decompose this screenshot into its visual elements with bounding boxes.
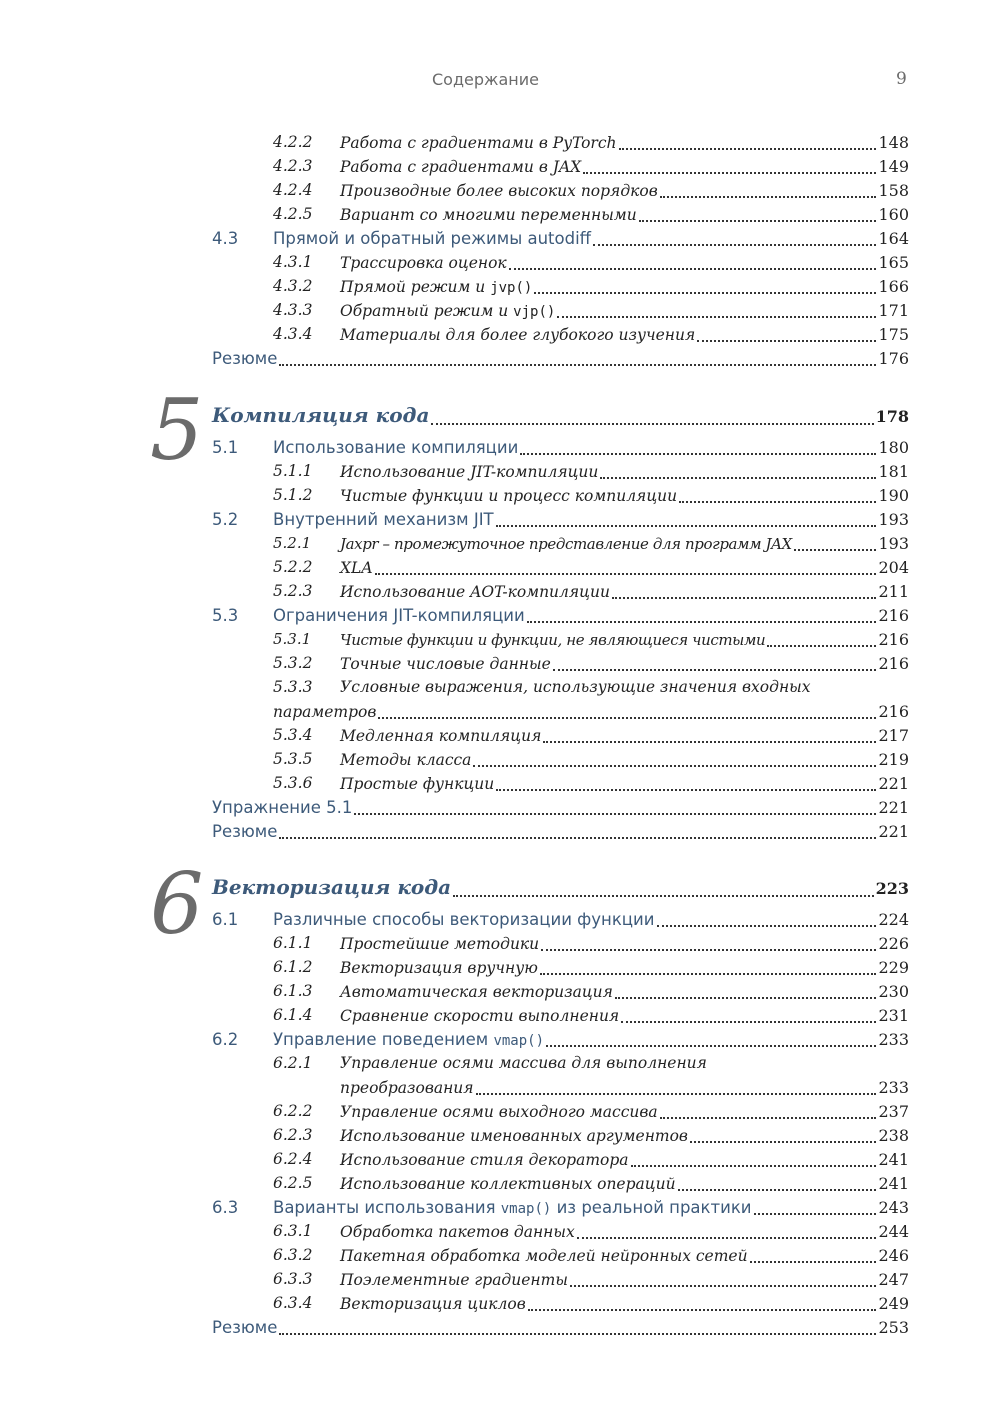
toc-entry-5-1-1[interactable] xyxy=(0,462,1000,486)
dot-leader xyxy=(660,1102,877,1119)
toc-entry-5-3-3-cont[interactable] xyxy=(0,702,1000,726)
toc-entry-6-2-4[interactable] xyxy=(0,1150,1000,1174)
toc-entry-5-3-2[interactable] xyxy=(0,654,1000,678)
toc-entry-number: 5.3.2 xyxy=(273,654,313,672)
toc-entry-page: 221 xyxy=(878,822,909,841)
dot-leader xyxy=(354,798,876,815)
toc-entry-page: 217 xyxy=(878,726,909,745)
toc-entry-title: Различные способы векторизации функции xyxy=(273,910,655,929)
dot-leader xyxy=(509,253,877,270)
toc-entry-number: 5.2.3 xyxy=(273,582,313,600)
toc-entry-title: Управление осями массива для выполнения xyxy=(340,1054,707,1072)
toc-entry-6-1-1[interactable] xyxy=(0,934,1000,958)
toc-entry-4-3-3[interactable] xyxy=(0,301,1000,325)
dot-leader xyxy=(619,133,877,150)
toc-entry-number: 4.2.3 xyxy=(273,157,313,175)
dot-leader xyxy=(577,1222,877,1239)
dot-leader xyxy=(754,1198,877,1215)
toc-entry-4-2-2[interactable] xyxy=(0,133,1000,157)
toc-entry-number: 5.3.3 xyxy=(273,678,313,696)
toc-entry-page: 241 xyxy=(878,1174,909,1193)
toc-entry-page: 224 xyxy=(878,910,909,929)
toc-entry-page: 160 xyxy=(878,205,909,224)
toc-entry-title: XLA xyxy=(340,559,373,577)
dot-leader xyxy=(553,654,877,671)
toc-entry-page: 148 xyxy=(878,133,909,152)
toc-entry-page: 221 xyxy=(878,774,909,793)
toc-entry-page: 193 xyxy=(878,510,909,529)
toc-entry-number: 6.3.3 xyxy=(273,1270,313,1288)
toc-entry-page: 190 xyxy=(878,486,909,505)
toc-entry-number: 6.2.1 xyxy=(273,1054,313,1072)
toc-entry-title: Использование именованных аргументов xyxy=(340,1127,688,1145)
toc-entry-title: Упражнение 5.1 xyxy=(212,798,353,817)
dot-leader xyxy=(431,403,873,425)
code-vmap: vmap() xyxy=(493,1033,545,1049)
toc-entry-number: 5.3.6 xyxy=(273,774,313,792)
toc-entry-title: Вариант со многими переменными xyxy=(340,206,637,224)
toc-entry-number: 5.2 xyxy=(212,510,239,529)
toc-chapter-6[interactable] xyxy=(0,875,1000,905)
toc-entry-number: 6.2.2 xyxy=(273,1102,313,1120)
toc-entry-title: Точные числовые данные xyxy=(340,655,551,673)
dot-leader xyxy=(657,910,877,927)
toc-entry-number: 5.3.4 xyxy=(273,726,313,744)
toc-entry-5-2[interactable] xyxy=(0,510,1000,534)
toc-entry-6-2-2[interactable] xyxy=(0,1102,1000,1126)
toc-entry-5-3-4[interactable] xyxy=(0,726,1000,750)
dot-leader xyxy=(697,325,876,342)
toc-entry-6-1-2[interactable] xyxy=(0,958,1000,982)
dot-leader xyxy=(520,438,876,455)
toc-entry-number: 6.1.2 xyxy=(273,958,313,976)
toc-entry-number: 6.3.4 xyxy=(273,1294,313,1312)
toc-entry-4-2-3[interactable] xyxy=(0,157,1000,181)
toc-entry-title: Обработка пакетов данных xyxy=(340,1223,575,1241)
toc-entry-number: 5.2.2 xyxy=(273,558,313,576)
toc-entry-title: Внутренний механизм JIT xyxy=(273,510,494,529)
toc-entry-page: 246 xyxy=(878,1246,909,1265)
toc-entry-summary-6[interactable] xyxy=(0,1318,1000,1342)
dot-leader xyxy=(600,462,876,479)
toc-entry-page: 219 xyxy=(878,750,909,769)
toc-entry-title: Простейшие методики xyxy=(340,935,540,953)
toc-entry-title: Сравнение скорости выполнения xyxy=(340,1007,620,1025)
dot-leader xyxy=(750,1246,877,1263)
toc-entry-page: 158 xyxy=(878,181,909,200)
toc-entry-page: 241 xyxy=(878,1150,909,1169)
toc-entry-title: Использование коллективных операций xyxy=(340,1175,676,1193)
toc-entry-number: 6.1.4 xyxy=(273,1006,313,1024)
toc-entry-number: 6.2.3 xyxy=(273,1126,313,1144)
toc-entry-title: Использование AOT-компиляции xyxy=(340,583,610,601)
toc-entry-title: Методы класса xyxy=(340,751,472,769)
toc-entry-5-3-1[interactable] xyxy=(0,630,1000,654)
toc-entry-title xyxy=(340,278,532,296)
toc-entry-summary-5[interactable] xyxy=(0,822,1000,846)
toc-entry-title: Чистые функции и процесс компиляции xyxy=(340,487,678,505)
toc-entry-6-2-5[interactable] xyxy=(0,1174,1000,1198)
toc-entry-page: 175 xyxy=(878,325,909,344)
toc-entry-6-2-1[interactable] xyxy=(0,1054,1000,1078)
dot-leader xyxy=(660,181,877,198)
toc-entry-6-2[interactable] xyxy=(0,1030,1000,1054)
toc-entry-6-3[interactable] xyxy=(0,1198,1000,1222)
toc-entry-page: 249 xyxy=(878,1294,909,1313)
toc-entry-title: Резюме xyxy=(212,822,278,841)
toc-entry-4-2-4[interactable] xyxy=(0,181,1000,205)
toc-entry-title-text: из реальной практики xyxy=(551,1198,752,1217)
toc-entry-page: 216 xyxy=(878,630,909,649)
toc-entry-number: 6.3.1 xyxy=(273,1222,313,1240)
toc-entry-6-3-3[interactable] xyxy=(0,1270,1000,1294)
toc-entry-page: 221 xyxy=(878,798,909,817)
toc-entry-page: 164 xyxy=(878,229,909,248)
page-number: 9 xyxy=(896,69,907,89)
dot-leader xyxy=(679,486,876,503)
dot-leader xyxy=(767,630,876,647)
toc-entry-6-3-4[interactable] xyxy=(0,1294,1000,1318)
toc-entry-5-3[interactable] xyxy=(0,606,1000,630)
toc-entry-number: 4.3.3 xyxy=(273,301,313,319)
toc-entry-title xyxy=(273,1030,544,1049)
toc-entry-title: Использование компиляции xyxy=(273,438,519,457)
toc-entry-4-2-5[interactable] xyxy=(0,205,1000,229)
dot-leader xyxy=(794,534,877,551)
toc-entry-number: 4.3.4 xyxy=(273,325,313,343)
toc-entry-5-3-3[interactable] xyxy=(0,678,1000,702)
toc-entry-title: Прямой и обратный режимы autodiff xyxy=(273,229,592,248)
toc-entry-title: Векторизация циклов xyxy=(340,1295,526,1313)
dot-leader xyxy=(534,277,876,294)
dot-leader xyxy=(527,606,877,623)
toc-entry-5-1[interactable] xyxy=(0,438,1000,462)
dot-leader xyxy=(546,1030,876,1047)
toc-entry-number: 4.2.4 xyxy=(273,181,313,199)
toc-entry-6-2-1-cont[interactable] xyxy=(0,1078,1000,1102)
toc-chapter-page: 178 xyxy=(875,407,909,426)
toc-entry-5-2-1[interactable] xyxy=(0,534,1000,558)
toc-entry-title-text: Варианты использования xyxy=(273,1198,501,1217)
toc-entry-title: Материалы для более глубокого изучения xyxy=(340,326,696,344)
toc-entry-page: 231 xyxy=(878,1006,909,1025)
toc-entry-6-3-1[interactable] xyxy=(0,1222,1000,1246)
toc-entry-page: 230 xyxy=(878,982,909,1001)
toc-entry-title-text: Прямой режим и xyxy=(340,278,491,296)
dot-leader xyxy=(593,229,876,246)
toc-entry-number: 6.3.2 xyxy=(273,1246,313,1264)
running-header-title: Содержание xyxy=(432,70,539,89)
dot-leader xyxy=(476,1078,877,1095)
toc-entry-title: Использование стиля декоратора xyxy=(340,1151,629,1169)
toc-entry-title-text: Управление поведением xyxy=(273,1030,494,1049)
dot-leader xyxy=(639,205,877,222)
toc-entry-title: Производные более высоких порядков xyxy=(340,182,658,200)
toc-entry-title: Автоматическая векторизация xyxy=(340,983,613,1001)
toc-entry-title: Медленная компиляция xyxy=(340,727,542,745)
toc-entry-number: 4.3.2 xyxy=(273,277,313,295)
toc-entry-number: 6.2 xyxy=(212,1030,239,1049)
toc-entry-5-2-2[interactable] xyxy=(0,558,1000,582)
toc-entry-page: 233 xyxy=(878,1078,909,1097)
chapter-number-5: 5 xyxy=(150,381,204,479)
toc-entry-page: 237 xyxy=(878,1102,909,1121)
toc-entry-title: Работа с градиентами в PyTorch xyxy=(340,134,617,152)
toc-entry-4-3-1[interactable] xyxy=(0,253,1000,277)
toc-entry-title: Резюме xyxy=(212,1318,278,1337)
toc-entry-5-3-5[interactable] xyxy=(0,750,1000,774)
toc-entry-4-3[interactable] xyxy=(0,229,1000,253)
toc-entry-4-3-2[interactable] xyxy=(0,277,1000,301)
toc-entry-title: Jaxpr – промежуточное представление для программ JAX xyxy=(340,535,792,553)
toc-entry-page: 193 xyxy=(878,534,909,553)
toc-entry-number: 4.3.1 xyxy=(273,253,313,271)
running-header xyxy=(0,70,1000,94)
dot-leader xyxy=(279,822,876,839)
toc-entry-title: параметров xyxy=(273,703,377,721)
dot-leader xyxy=(473,750,876,767)
toc-entry-number: 4.2.2 xyxy=(273,133,313,151)
toc-entry-title: Ограничения JIT-компиляции xyxy=(273,606,525,625)
dot-leader xyxy=(378,702,876,719)
dot-leader xyxy=(615,982,877,999)
toc-entry-page: 204 xyxy=(878,558,909,577)
dot-leader xyxy=(621,1006,876,1023)
toc-entry-title xyxy=(340,302,555,320)
dot-leader xyxy=(690,1126,876,1143)
chapter-number-6: 6 xyxy=(150,855,204,953)
toc-entry-5-3-6[interactable] xyxy=(0,774,1000,798)
dot-leader xyxy=(570,1270,877,1287)
dot-leader xyxy=(540,958,877,975)
toc-entry-title: Чистые функции и функции, не являющиеся чистыми xyxy=(340,631,766,649)
toc-entry-number: 5.2.1 xyxy=(273,534,312,552)
toc-entry-page: 229 xyxy=(878,958,909,977)
toc-entry-page: 216 xyxy=(878,654,909,673)
toc-entry-title: Поэлементные градиенты xyxy=(340,1271,568,1289)
dot-leader xyxy=(496,510,877,527)
toc-entry-number: 4.2.5 xyxy=(273,205,313,223)
toc-entry-page: 176 xyxy=(878,349,909,368)
toc-chapter-page: 223 xyxy=(875,879,909,898)
toc-chapter-title: Векторизация кода xyxy=(212,875,452,899)
toc-entry-title: Векторизация вручную xyxy=(340,959,538,977)
toc-entry-5-1-2[interactable] xyxy=(0,486,1000,510)
toc-entry-page: 171 xyxy=(878,301,909,320)
toc-chapter-5[interactable] xyxy=(0,403,1000,433)
dot-leader xyxy=(279,349,876,366)
toc-entry-page: 165 xyxy=(878,253,909,272)
toc-entry-number: 6.1 xyxy=(212,910,239,929)
toc-entry-title: Условные выражения, использующие значения входных xyxy=(340,678,811,696)
toc-entry-page: 166 xyxy=(878,277,909,296)
toc-entry-title: Работа с градиентами в JAX xyxy=(340,158,582,176)
dot-leader xyxy=(496,774,876,791)
toc-entry-number: 5.3 xyxy=(212,606,239,625)
toc-entry-number: 6.1.3 xyxy=(273,982,313,1000)
toc-entry-page: 149 xyxy=(878,157,909,176)
toc-entry-number: 5.3.5 xyxy=(273,750,313,768)
toc-entry-title: Трассировка оценок xyxy=(340,254,507,272)
toc-entry-number: 5.1.2 xyxy=(273,486,313,504)
toc-entry-4-3-4[interactable] xyxy=(0,325,1000,349)
toc-entry-page: 238 xyxy=(878,1126,909,1145)
toc-entry-page: 211 xyxy=(878,582,909,601)
toc-entry-page: 181 xyxy=(878,462,909,481)
dot-leader xyxy=(375,558,877,575)
dot-leader xyxy=(631,1150,877,1167)
toc-entry-title xyxy=(273,1198,752,1217)
toc-entry-title: Пакетная обработка моделей нейронных сетей xyxy=(340,1247,748,1265)
toc-entry-page: 216 xyxy=(878,702,909,721)
toc-entry-page: 244 xyxy=(878,1222,909,1241)
dot-leader xyxy=(583,157,876,174)
dot-leader xyxy=(543,726,876,743)
toc-entry-6-1[interactable] xyxy=(0,910,1000,934)
toc-entry-page: 243 xyxy=(878,1198,909,1217)
dot-leader xyxy=(612,582,876,599)
toc-entry-number: 5.1.1 xyxy=(273,462,313,480)
code-vmap: vmap() xyxy=(500,1201,552,1217)
toc-entry-number: 5.1 xyxy=(212,438,239,457)
toc-entry-6-1-3[interactable] xyxy=(0,982,1000,1006)
toc-entry-6-1-4[interactable] xyxy=(0,1006,1000,1030)
toc-entry-page: 180 xyxy=(878,438,909,457)
toc-entry-title: Управление осями выходного массива xyxy=(340,1103,658,1121)
toc-entry-page: 226 xyxy=(878,934,909,953)
toc-entry-number: 5.3.1 xyxy=(273,630,312,648)
toc-chapter-title: Компиляция кода xyxy=(212,403,430,427)
dot-leader xyxy=(678,1174,877,1191)
toc-entry-page: 216 xyxy=(878,606,909,625)
toc-entry-6-2-3[interactable] xyxy=(0,1126,1000,1150)
dot-leader xyxy=(279,1318,876,1335)
toc-entry-summary-4[interactable] xyxy=(0,349,1000,373)
toc-entry-number: 4.3 xyxy=(212,229,239,248)
dot-leader xyxy=(557,301,876,318)
toc-entry-number: 6.3 xyxy=(212,1198,239,1217)
dot-leader xyxy=(541,934,876,951)
code-vjp: vjp() xyxy=(513,304,556,320)
code-jvp: jvp() xyxy=(490,280,533,296)
toc-entry-number: 6.1.1 xyxy=(273,934,313,952)
toc-entry-page: 247 xyxy=(878,1270,909,1289)
toc-entry-page: 233 xyxy=(878,1030,909,1049)
toc-entry-title-text: Обратный режим и xyxy=(340,302,514,320)
toc-entry-exercise-5-1[interactable] xyxy=(0,798,1000,822)
toc-entry-page: 253 xyxy=(878,1318,909,1337)
toc-entry-title: преобразования xyxy=(340,1079,474,1097)
toc-entry-title: Резюме xyxy=(212,349,278,368)
dot-leader xyxy=(453,875,873,897)
toc-entry-title: Использование JIT-компиляции xyxy=(340,463,599,481)
toc-entry-5-2-3[interactable] xyxy=(0,582,1000,606)
toc-entry-number: 6.2.4 xyxy=(273,1150,313,1168)
toc-entry-title: Простые функции xyxy=(340,775,495,793)
dot-leader xyxy=(528,1294,877,1311)
toc-entry-number: 6.2.5 xyxy=(273,1174,313,1192)
toc-entry-6-3-2[interactable] xyxy=(0,1246,1000,1270)
